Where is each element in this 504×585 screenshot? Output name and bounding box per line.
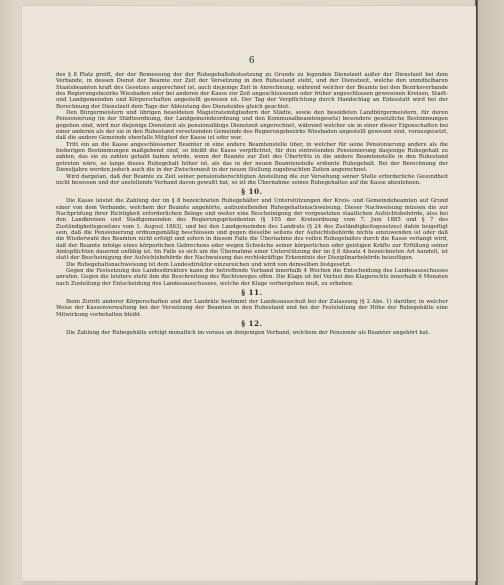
adjacent-page-edge	[478, 0, 504, 585]
paragraph: Wird dargetan, daß der Beamte zu Zeit seiner pensionsberechtigten Anstellung die zur Versehung seiner Stelle erforderliche Gesundheit nicht besessen und der anstellende Verband davon gewußt hat, so ist die Übernahme seines Ruhegehaltes auf die Kasse abzulehnen.	[56, 173, 448, 186]
paragraph: Den Bürgermeistern und übrigen besoldeten Magistratsmitgliedern der Städte, sowie den besoldeten Landbürgermeistern, für deren Pensionierung (in der Städteordnung, der Landgemeindeordnung und den Kommunalbeamtengesetz) besondere gesetzliche Bestimmungen gegeben sind, wird nur diejenige Dienstzeit als pensionsfähige Dienstzeit angerechnet, während welcher sie in einer dieser Eigenschaften bei einer anderen als der sie in den Ruhestand versetzenden Gemeinde des Regierungsbezirks Wiesbaden angestellt gewesen sind, vorausgesetzt, daß die andere Gemeinde ebenfalls Mitglied der Kasse ist oder war.	[56, 110, 448, 142]
paragraph: des § 8 Platz greift, der der Bemessung der der Ruhegehaltsfestsetzung zu Grunde zu legenden Dienstzeit außer der Dienstzeit bei dem Verbande, in dessen Dienst der Beamte zur Zeit der Versetzung in den Ruhestand steht, und der Dienstzeit, welche den unmittelbaren Staatsbeamten kraft des Gesetzes angerechnet ist, auch diejenige Zeit in Anrechnung, während welcher der Beamte bei den Bezirksverbande des Regierungsbezirks Wiesbaden oder bei anderen der Kasse zur Zeit angeschlossenen oder früher angeschlossen gewesenen Kreisen, Stadt- und Landgemeinden und Körperschaften angestellt gewesen ist. Der Tag der Verpflichtung durch Handschlag an Eidesstatt wird bei der Berechnung der Dienstzeit dem Tage der Ableistung des Diensteides gleich geachtet.	[56, 72, 448, 110]
page-shadow	[22, 579, 476, 585]
paragraph: Die Zahlung der Ruhegehälte erfolgt monatlich im voraus an denjenigen Verband, welchem der Pensionär als Beamter angehört hat.	[66, 330, 430, 337]
section-heading: § 11.	[241, 288, 263, 297]
document-body	[56, 56, 448, 336]
section-heading: § 10.	[241, 187, 263, 197]
paragraph: Die Kasse leistet die Zahlung der im § 8 bezeichneten Ruhegehälter und Unterstützungen der Kreis- und Gemeindebeamten auf Grund einer von dem Verbande, welchem der Beamte angehörte, aufzustellenden Ruhegehaltsnachweisung. Dieser Nachweisung müssen die zur Nachprüfung ihrer Richtigkeit erforderlichen Belege und weiter eine Bescheinigung der vorgesetzten staatlichen Aufsichtsbehörde, also bei den Landkreisen und Stadtgemeinden des Regierungspräsidenten (§ 105 der Kreisordnung vom 7. Juni 1885 und § 7 des Zuständigkeitsgesetzes vom 1. August 1883), und bei den Landgemeinden des Landrats (§ 24 des Zuständigkeitsgesetzes) dahin beigefügt sein, daß die Pensionierung ordnungsmäßig beschlossen und gegen dieselbe seitens der Aufsichtsbehörde nichts einzuwenden ist oder daß die Wiederwahl des Beamten nicht erfolgt und sofern in diesem Falle die Übernahme des vollen Ruhegehaltes durch die Kasse verlangt wird, daß der Beamte infolge eines körperlichen Gebrechens oder wegen Schwäche seiner körperlichen oder geistigen Kräfte zur Erfüllung seiner Amtspflichten dauernd unfähig ist. Im Falle es sich um die Übernahme einer Unterstützung der im § 8 Absatz 4 bezeichneten Art handelt, ist statt der Bescheinigung der Aufsichtsbehörde der Nachweisung das rechtskräftige Erkenntnis der Disziplinarbehörde beizufügen.	[56, 198, 448, 262]
paragraph: Gegen die Festsetzung des Landesdirektors kann der betreffende Verband innerhalb 4 Wochen die Entscheidung des Landesausschusses anrufen. Gegen die letztere steht ihm die Beschreitung des Rechtsweges offen. Die Klage ist bei Verlust des Klagerechts innerhalb 6 Monaten nach Zustellung der Entscheidung des Landesausschusses, welche der Klage vorhergehen muß, zu erheben.	[56, 267, 448, 287]
paragraph: Die Ruhegehaltsnachweisung ist dem Landesdirektor einzureichen und wird von demselben festgesetzt.	[66, 261, 352, 268]
page-number: 6	[248, 56, 256, 66]
paragraph: Beim Zutritt anderer Körperschaften und der Landräte bestimmt der Landesausschuß bei der Zulassung (§ 2 Abs. 1) darüber, in welcher Weise der Kassenverwaltung bei der Versetzung der Beamten in den Ruhestand und bei der Feststellung der Höhe der Ruhegehälte eine Mitwirkung vorbehalten bleibt.	[56, 299, 448, 318]
section-heading: § 12.	[241, 319, 263, 329]
paragraph: Tritt ein an die Kasse angeschlossener Beamter in eine andere Beamtenstelle über, in welcher für seine Pensionierung andere als die bisherigen Bestimmungen maßgebend sind, so bleibt die Kasse verpflichtet, für den eintretenden Pensionierung dasjenige Ruhegehalt zu zahlen, das sie zu zahlen gehabt haben würde, wenn der Beamte zur Zeit des Übertritts in die andere Beamtenstelle in den Ruhestand getreten wäre, so lange dieses Ruhegehalt höher ist, als das in der neuen Beamtenstelle erdiente Ruhegehalt. Bei der Berechnung der Dienstjahre werden jedoch auch die in der Zwischenzeit in der neuen Stellung zugebrachten Zeiten angerechnet.	[56, 141, 448, 174]
